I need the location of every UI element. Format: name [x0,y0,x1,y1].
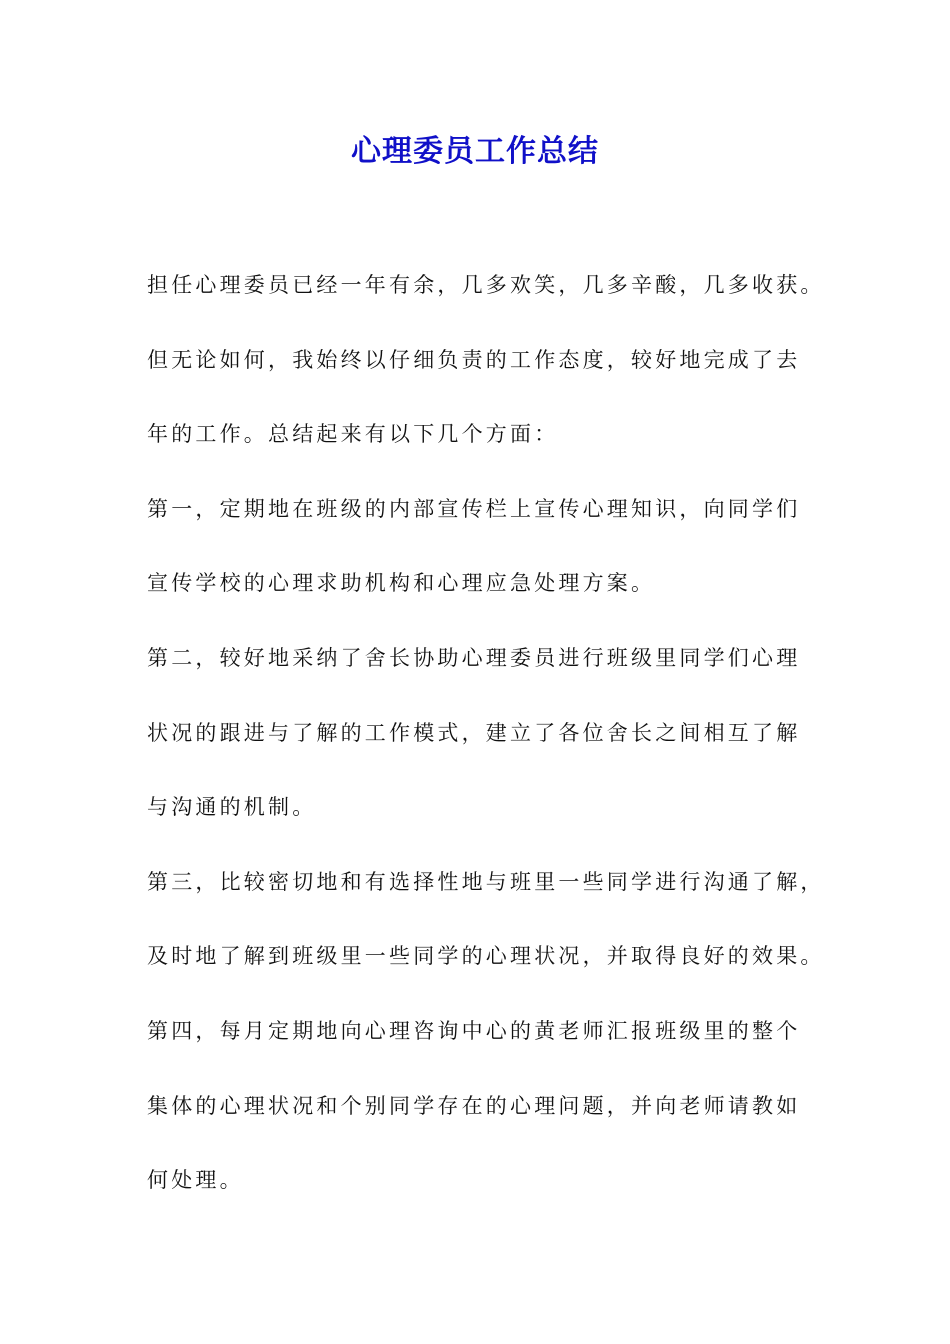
body-line: 及时地了解到班级里一些同学的心理状况，并取得良好的效果。 [147,944,825,969]
body-line: 集体的心理状况和个别同学存在的心理问题，并向老师请教如 [147,1093,801,1118]
body-line: 第四，每月定期地向心理咨询中心的黄老师汇报班级里的整个 [147,1018,801,1043]
body-line: 但无论如何，我始终以仔细负责的工作态度，较好地完成了去 [147,347,801,372]
document-title: 心理委员工作总结 [351,134,599,169]
body-line: 何处理。 [147,1168,244,1193]
body-line: 担任心理委员已经一年有余，几多欢笑，几多辛酸，几多收获。 [147,273,825,297]
body-line: 第一，定期地在班级的内部宣传栏上宣传心理知识，向同学们 [147,496,801,521]
body-line: 状况的跟进与了解的工作模式，建立了各位舍长之间相互了解 [147,720,801,745]
body-line: 第三，比较密切地和有选择性地与班里一些同学进行沟通了解， [147,869,825,894]
document-body [147,262,847,1232]
body-line: 年的工作。总结起来有以下几个方面： [147,422,559,447]
body-line: 第二，较好地采纳了舍长协助心理委员进行班级里同学们心理 [147,645,801,670]
body-line: 与沟通的机制。 [147,795,317,820]
body-line: 宣传学校的心理求助机构和心理应急处理方案。 [147,571,656,596]
